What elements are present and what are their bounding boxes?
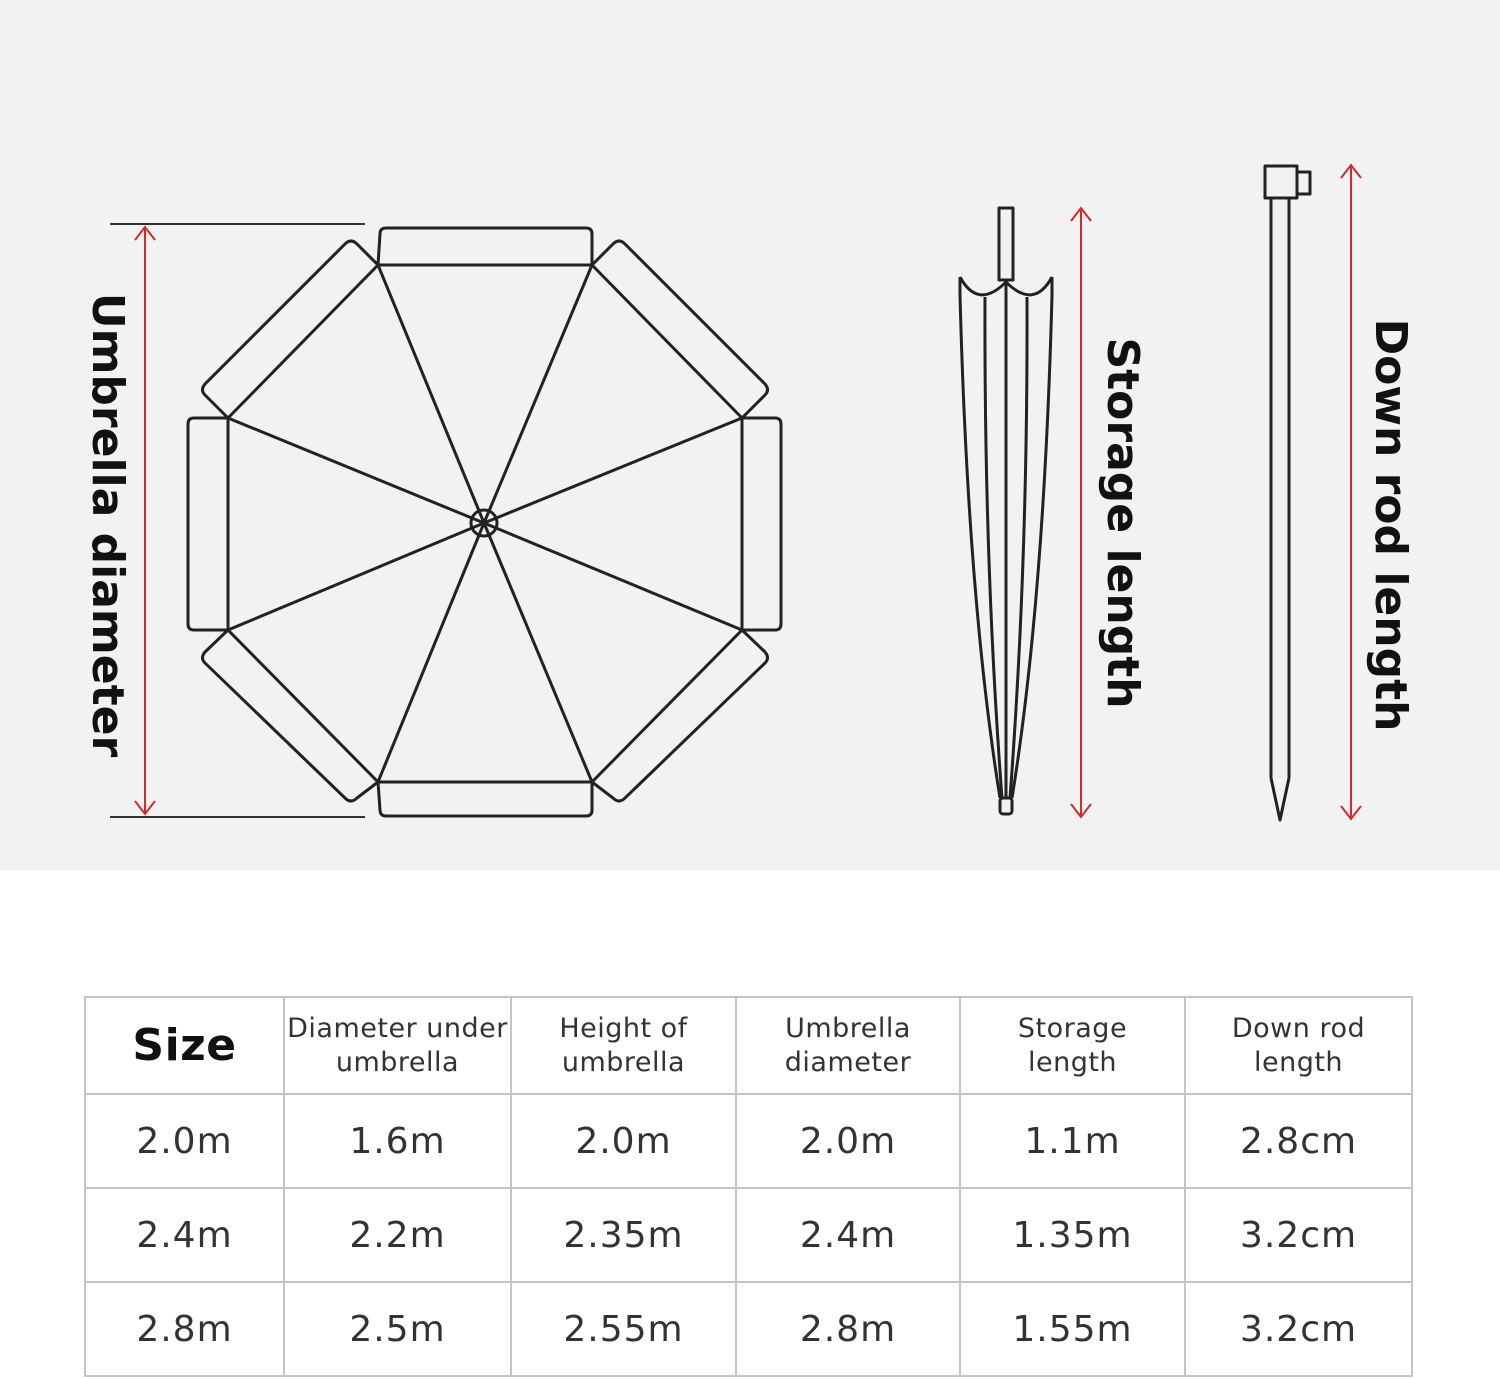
cell-storage-length: 1.35m [960,1188,1185,1282]
cell-down-rod-length: 2.8cm [1185,1094,1412,1188]
cell-umbrella-diameter: 2.4m [736,1188,960,1282]
storage-length-dimension [1071,208,1091,817]
umbrella-diameter-label: Umbrella diameter [82,292,133,758]
header-umbrella-diameter: Umbrella diameter [736,997,960,1094]
cell-storage-length: 1.55m [960,1282,1185,1376]
size-spec-table [84,996,1413,1377]
cell-height-of-umbrella: 2.0m [511,1094,736,1188]
header-diameter-under-umbrella: Diameter under umbrella [284,997,511,1094]
umbrella-top-view-icon [188,228,781,816]
table-row [85,1282,1412,1376]
header-down-rod-length: Down rod length [1185,997,1412,1094]
cell-umbrella-diameter: 2.8m [736,1282,960,1376]
cell-height-of-umbrella: 2.35m [511,1188,736,1282]
table-row [85,1094,1412,1188]
cell-diameter-under-umbrella: 2.2m [284,1188,511,1282]
cell-size: 2.0m [85,1094,284,1188]
cell-down-rod-length: 3.2cm [1185,1282,1412,1376]
cell-diameter-under-umbrella: 1.6m [284,1094,511,1188]
cell-storage-length: 1.1m [960,1094,1185,1188]
down-rod-icon [1265,166,1310,820]
down-rod-length-dimension [1341,165,1361,819]
header-height-of-umbrella: Height of umbrella [511,997,736,1094]
cell-height-of-umbrella: 2.55m [511,1282,736,1376]
table-header-row [85,997,1412,1094]
down-rod-length-label: Down rod length [1365,318,1416,732]
cell-size: 2.4m [85,1188,284,1282]
cell-down-rod-length: 3.2cm [1185,1188,1412,1282]
closed-umbrella-icon [960,208,1052,814]
cell-size: 2.8m [85,1282,284,1376]
cell-umbrella-diameter: 2.0m [736,1094,960,1188]
cell-diameter-under-umbrella: 2.5m [284,1282,511,1376]
header-storage-length: Storage length [960,997,1185,1094]
storage-length-label: Storage length [1097,337,1148,709]
header-size: Size [85,997,284,1094]
table-row [85,1188,1412,1282]
